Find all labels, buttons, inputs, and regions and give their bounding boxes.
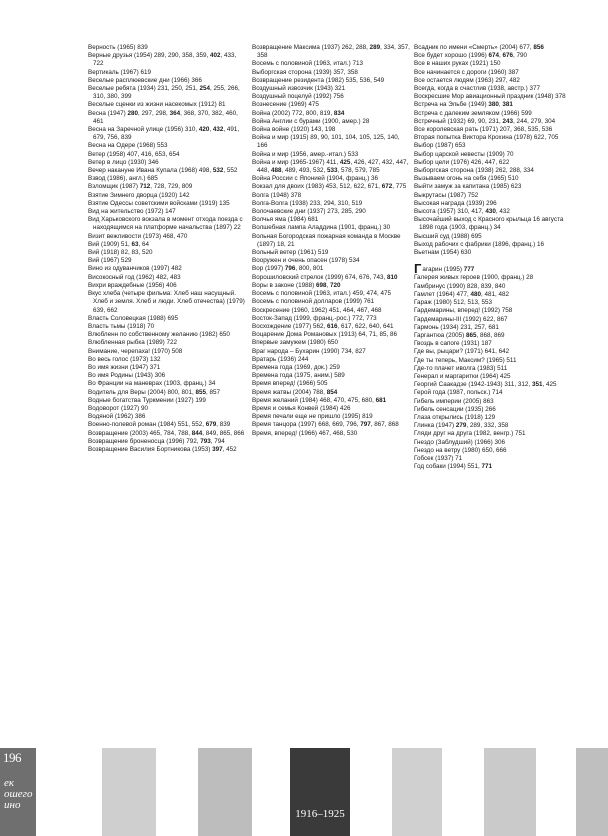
index-column-3 <box>414 44 572 471</box>
index-entry: Водяной (1962) 386 <box>88 413 146 421</box>
index-entry: Время печали еще не пришло (1995) 819 <box>252 413 373 421</box>
index-entry: Воздушный поцелуй (1992) 756 <box>252 93 344 101</box>
index-entry: Гамбринус (1990) 828, 839, 840 <box>414 282 506 290</box>
index-column-1 <box>88 44 246 454</box>
index-entry: Гибель сенсации (1935) 266 <box>414 405 496 413</box>
index-entry: Возвращение Василия Бортникова (1953) 397, 452 <box>88 445 237 453</box>
film-strip-frame <box>198 748 252 836</box>
index-entry: Встреча на Эльбе (1949) 380, 381 <box>414 101 513 109</box>
index-entry: Во Франции на маневрах (1903, франц.) 34 <box>88 380 216 388</box>
index-entry: Воры в законе (1988) 698, 720 <box>252 281 341 289</box>
index-entry: Вратарь (1936) 244 <box>252 355 309 363</box>
index-entry: Ворошиловский стрелок (1999) 674, 676, 743, 810 <box>252 273 398 281</box>
index-entry: Время и семья Конвей (1984) 426 <box>252 404 351 412</box>
index-entry: Веселые ребята (1934) 231, 250, 251, 254, 255, 266, 310, 380, 399 <box>88 85 240 101</box>
index-entry: Все начинается с дороги (1960) 387 <box>414 68 519 76</box>
index-entry: Время жатвы (2004) 788, 854 <box>252 388 338 396</box>
index-entry: Выборгская сторона (1939) 357, 358 <box>252 68 358 76</box>
index-entry: Где-то плачет иволга (1983) 511 <box>414 364 508 372</box>
index-entry: Ветер (1958) 407, 416, 653, 654 <box>88 150 180 158</box>
index-entry: Воскресение (1960, 1962) 451, 464, 467, 468 <box>252 306 382 314</box>
index-entry: Всадник по имени «Смерть» (2004) 677, 856 <box>414 44 544 51</box>
index-entry: Время, вперед! (1966) 467, 468, 530 <box>252 429 358 437</box>
index-entry: Высота (1957) 310, 417, 430, 432 <box>414 208 510 216</box>
index-entry: Вооружен и очень опасен (1978) 534 <box>252 257 360 265</box>
index-entry: Волочаевские дни (1937) 273, 285, 290 <box>252 208 366 216</box>
index-entry: Вольный ветер (1961) 519 <box>252 249 329 257</box>
index-entry: Всегда, когда в счастлив (1938, австр.) 377 <box>414 85 540 93</box>
film-strip-frame <box>102 748 156 836</box>
index-entry: Герой года (1987, польск.) 714 <box>414 389 503 397</box>
index-entry: Вторая попытка Виктора Крохина (1978) 622, 705 <box>414 134 559 142</box>
index-entry: Водитель для Веры (2004) 800, 801, 855, 857 <box>88 388 221 396</box>
index-entry: Выборгская сторона (1938) 262, 288, 334 <box>414 167 534 175</box>
index-entry: Восток-Запад (1999, франц.-рос.) 772, 773 <box>252 314 377 322</box>
index-entry: Выход рабочих с фабрики (1896, франц.) 16 <box>414 240 544 248</box>
index-entry: Встреча с далеким земляком (1966) 599 <box>414 109 532 117</box>
index-entry: Генерал и маргаритки (1964) 425 <box>414 372 511 380</box>
index-entry: Восхождение (1977) 562, 616, 617, 622, 640, 641 <box>252 322 394 330</box>
index-entry: Волга (1948) 378 <box>252 191 302 199</box>
index-entry: Возвращение Максима (1937) 262, 288, 289, 334, 357, 358 <box>252 44 410 60</box>
index-columns <box>88 44 580 714</box>
index-entry: Высочайший выход с Красного крыльца 16 августа 1898 года (1903, франц.) 34 <box>414 216 564 232</box>
page-number: 196 <box>3 750 21 765</box>
index-entry: Возвращение броненосца (1996) 792, 793, 794 <box>88 437 225 445</box>
index-entry: Весна на Одере (1968) 553 <box>88 142 168 150</box>
film-strip-frame <box>392 748 442 836</box>
index-entry: Вид Харьковского вокзала в момент отхода поезда с находящимся на платформе начальства (1897) 22 <box>88 216 243 232</box>
index-entry: Галерея живых героев (1900, франц.) 28 <box>414 274 534 282</box>
index-entry: Во имя жизни (1947) 371 <box>88 363 161 371</box>
index-entry: Все королевская рать (1971) 207, 368, 535, 536 <box>414 126 553 134</box>
index-entry: Вознесение (1969) 475 <box>252 101 319 109</box>
index-entry: Гараж (1980) 512, 513, 553 <box>414 299 492 307</box>
index-entry: Гардемарины-III (1992) 622, 867 <box>414 315 508 323</box>
index-entry: Высокая награда (1939) 296 <box>414 199 497 207</box>
index-entry: Восемь с половиной (1963, итал.) 713 <box>252 60 363 68</box>
index-entry: Воскресшие Мор авиационный праздник (1948) 378 <box>414 93 566 101</box>
index-entry: Взятие Зимнего дворца (1920) 142 <box>88 191 190 199</box>
index-entry: Гнездо на ветру (1980) 650, 666 <box>414 446 507 454</box>
index-entry: Верные друзья (1954) 289, 290, 358, 359, 402, 433, 722 <box>88 52 237 68</box>
index-entry: Гардемарины, вперед! (1992) 758 <box>414 307 513 315</box>
index-entry: Выбор цели (1976) 426, 447, 622 <box>414 158 510 166</box>
index-entry: Ветер в лицо (1930) 346 <box>88 158 159 166</box>
index-entry: Вор (1997) 796, 800, 801 <box>252 265 324 273</box>
index-entry: Выйти замуж за капитана (1985) 623 <box>414 183 522 191</box>
index-entry: Волга-Волга (1938) 233, 294, 310, 519 <box>252 199 363 207</box>
index-entry: Влюбленн по собственному желанию (1982) 650 <box>88 331 230 339</box>
index-entry: Возвращение (2003) 465, 784, 788, 844, 849, 865, 866 <box>88 429 245 437</box>
index-entry: Время танцора (1997) 668, 669, 796, 797, 867, 868 <box>252 421 399 429</box>
index-entry: Времена года (1969, док.) 259 <box>252 363 340 371</box>
index-entry: Воздушный извозчик (1943) 321 <box>252 85 346 93</box>
index-entry: Год собаки (1994) 551, 771 <box>414 463 492 471</box>
index-entry: Власть Соловецкая (1988) 695 <box>88 314 178 322</box>
index-entry: Весна на Заречной улице (1956) 310, 420, 432, 491, 679, 756, 839 <box>88 126 240 142</box>
index-entry: Високосный год (1962) 482, 483 <box>88 273 181 281</box>
section-title-line-2: ошего <box>4 788 33 800</box>
index-entry: Гляди друг на друга (1982, венгр.) 751 <box>414 430 526 438</box>
index-entry: Волчья яма (1984) 681 <box>252 216 319 224</box>
section-gap <box>414 257 572 265</box>
index-entry: Волшебная лампа Аладдина (1901, франц.) 30 <box>252 224 391 232</box>
index-entry: Времена года (1975, аним.) 589 <box>252 372 345 380</box>
index-entry: Взломщик (1987) 712, 728, 729, 809 <box>88 183 193 191</box>
film-strip-frame-active <box>290 748 350 836</box>
index-entry: Война и мир (1965-1967) 411, 425, 426, 427, 432, 447, 448, 488, 489, 493, 532, 533, 578, 579, 785 <box>252 158 409 175</box>
index-entry: Влюбленная рыбка (1989) 722 <box>88 339 177 347</box>
index-entry: Во весь голос (1973) 132 <box>88 355 161 363</box>
index-entry: Все в наших руках (1921) 150 <box>414 60 501 68</box>
index-entry: Водоворот (1927) 90 <box>88 404 148 412</box>
index-entry: Гибель империи (2005) 863 <box>414 397 494 405</box>
index-entry: Вокзал для двоих (1983) 453, 512, 622, 671, 672, 775 <box>252 183 407 191</box>
index-entry: Вино из одуванчиков (1997) 482 <box>88 265 182 273</box>
index-entry: Внимание, черепаха! (1970) 508 <box>88 347 183 355</box>
index-entry: Гамлет (1964) 477, 480, 481, 482 <box>414 290 509 298</box>
index-entry: Война и мир (1956, амер.-итал.) 533 <box>252 150 359 158</box>
index-entry: Война войне (1920) 143, 198 <box>252 126 336 134</box>
index-entry: Гагарин (1995) 777 <box>414 261 475 277</box>
index-entry: Война и мир (1915) 89, 90, 101, 104, 105, 125, 140, 166 <box>252 134 400 150</box>
index-entry: Гнездо (Заблудший) (1966) 306 <box>414 438 505 446</box>
film-strip-frame <box>576 748 608 836</box>
index-entry: Вихри враждебные (1956) 406 <box>88 281 177 289</box>
index-entry: Война (2002) 772, 800, 819, 834 <box>252 109 345 117</box>
index-entry: Все остается людям (1963) 297, 482 <box>414 76 520 84</box>
section-title-vertical <box>4 778 32 811</box>
index-entry: Вечер накануне Ивана Купала (1968) 498, 532, 552 <box>88 167 238 175</box>
index-entry: Где ты теперь, Максим? (1965) 511 <box>414 356 517 364</box>
index-entry: Высший суд (1988) 695 <box>414 232 482 240</box>
index-entry: Восемь с половиной (1963, итал.) 459, 474, 475 <box>252 290 391 298</box>
index-entry: Визит вежливости (1973) 468, 470 <box>88 232 188 240</box>
index-entry: Глаза открылись (1918) 129 <box>414 413 496 421</box>
index-entry: Вий (1967) 529 <box>88 257 132 265</box>
index-entry: Во имя Родины (1943) 306 <box>88 372 166 380</box>
index-entry: Выкрутасы (1987) 752 <box>414 191 479 199</box>
index-entry: Вий (1918) 82, 83, 520 <box>88 249 153 257</box>
index-entry: Весна (1947) 280, 297, 298, 364, 368, 370, 382, 460, 461 <box>88 109 238 125</box>
index-entry: Выбор (1987) 653 <box>414 142 466 150</box>
index-entry: Военно-полевой роман (1984) 551, 552, 679, 839 <box>88 421 231 429</box>
page-tab <box>0 748 36 836</box>
index-entry: Георгий Саакадзе (1942-1943) 311, 312, 351, 425 <box>414 381 557 389</box>
index-entry: Все будет хорошо (1996) 674, 676, 790 <box>414 52 527 60</box>
index-entry: Время вперед! (1966) 505 <box>252 380 328 388</box>
index-entry: Глинка (1947) 279, 289, 332, 358 <box>414 422 509 430</box>
film-strip-frame <box>484 748 536 836</box>
index-entry: Взвод (1986), англ.) 685 <box>88 175 158 183</box>
section-initial-letter: Г <box>414 261 422 277</box>
index-entry: Гармонь (1934) 231, 257, 681 <box>414 323 499 331</box>
index-entry: Гвоздь в сапоге (1931) 187 <box>414 340 492 348</box>
section-title-line-1: ек <box>4 777 15 789</box>
index-entry: Восемь с половиной долларов (1999) 761 <box>252 298 375 306</box>
era-range-label: 1916–1925 <box>295 808 345 820</box>
index-entry: Воцарение Дома Романовых (1913) 64, 71, 85, 86 <box>252 331 397 339</box>
index-entry: Где вы, рыцари? (1971) 641, 642 <box>414 348 510 356</box>
index-entry: Гаргантюа (2005) 865, 868, 869 <box>414 331 505 339</box>
section-title-line-3: ино <box>4 799 21 811</box>
index-entry: Вкус хлеба (четыре фильма: Хлеб наш насущный. Хлеб и земля. Хлеб и люди. Хлеб отечества) (1979) 639, 662 <box>88 290 245 314</box>
index-entry: Веселые расплюевские дни (1966) 366 <box>88 76 202 84</box>
index-entry: Встречный (1932) 69, 90, 231, 243, 244, 279, 304 <box>414 117 556 125</box>
index-entry: Время желаний (1984) 468, 470, 475, 680, 681 <box>252 396 387 404</box>
index-entry: Гобсек (1937) 71 <box>414 454 463 462</box>
index-column-2 <box>252 44 410 438</box>
index-entry: Взятие Одессы советскими войсками (1919) 135 <box>88 199 230 207</box>
index-entry: Выбор царской невесты (1909) 70 <box>414 150 514 158</box>
index-entry: Вьетнам (1954) 630 <box>414 249 472 257</box>
index-entry: Верность (1965) 839 <box>88 44 148 51</box>
index-entry: Возвращение резидента (1982) 535, 536, 549 <box>252 76 385 84</box>
index-entry: Власть тьмы (1918) 70 <box>88 322 155 330</box>
index-entry: Веселые сценки из жизни насекомых (1912) 81 <box>88 101 226 109</box>
index-entry: Война России с Японией (1904, франц.) 36 <box>252 175 379 183</box>
index-entry: Вертикаль (1967) 619 <box>88 68 152 76</box>
index-entry: Вид на жительство (1972) 147 <box>88 208 176 216</box>
index-entry: Вызываем огонь на себя (1965) 510 <box>414 175 519 183</box>
index-entry: Водные богатства Туркмении (1927) 199 <box>88 396 206 404</box>
index-entry: Враг народа – Бухарин (1990) 734, 827 <box>252 347 366 355</box>
index-entry: Вольная Богородская пожарная команда в Москве (1897) 18, 21 <box>252 232 401 248</box>
index-entry: Впервые замужем (1980) 650 <box>252 339 338 347</box>
index-entry: Война Англии с бурами (1900, амер.) 28 <box>252 117 370 125</box>
index-entry: Вий (1909) 51, 63, 64 <box>88 240 149 248</box>
